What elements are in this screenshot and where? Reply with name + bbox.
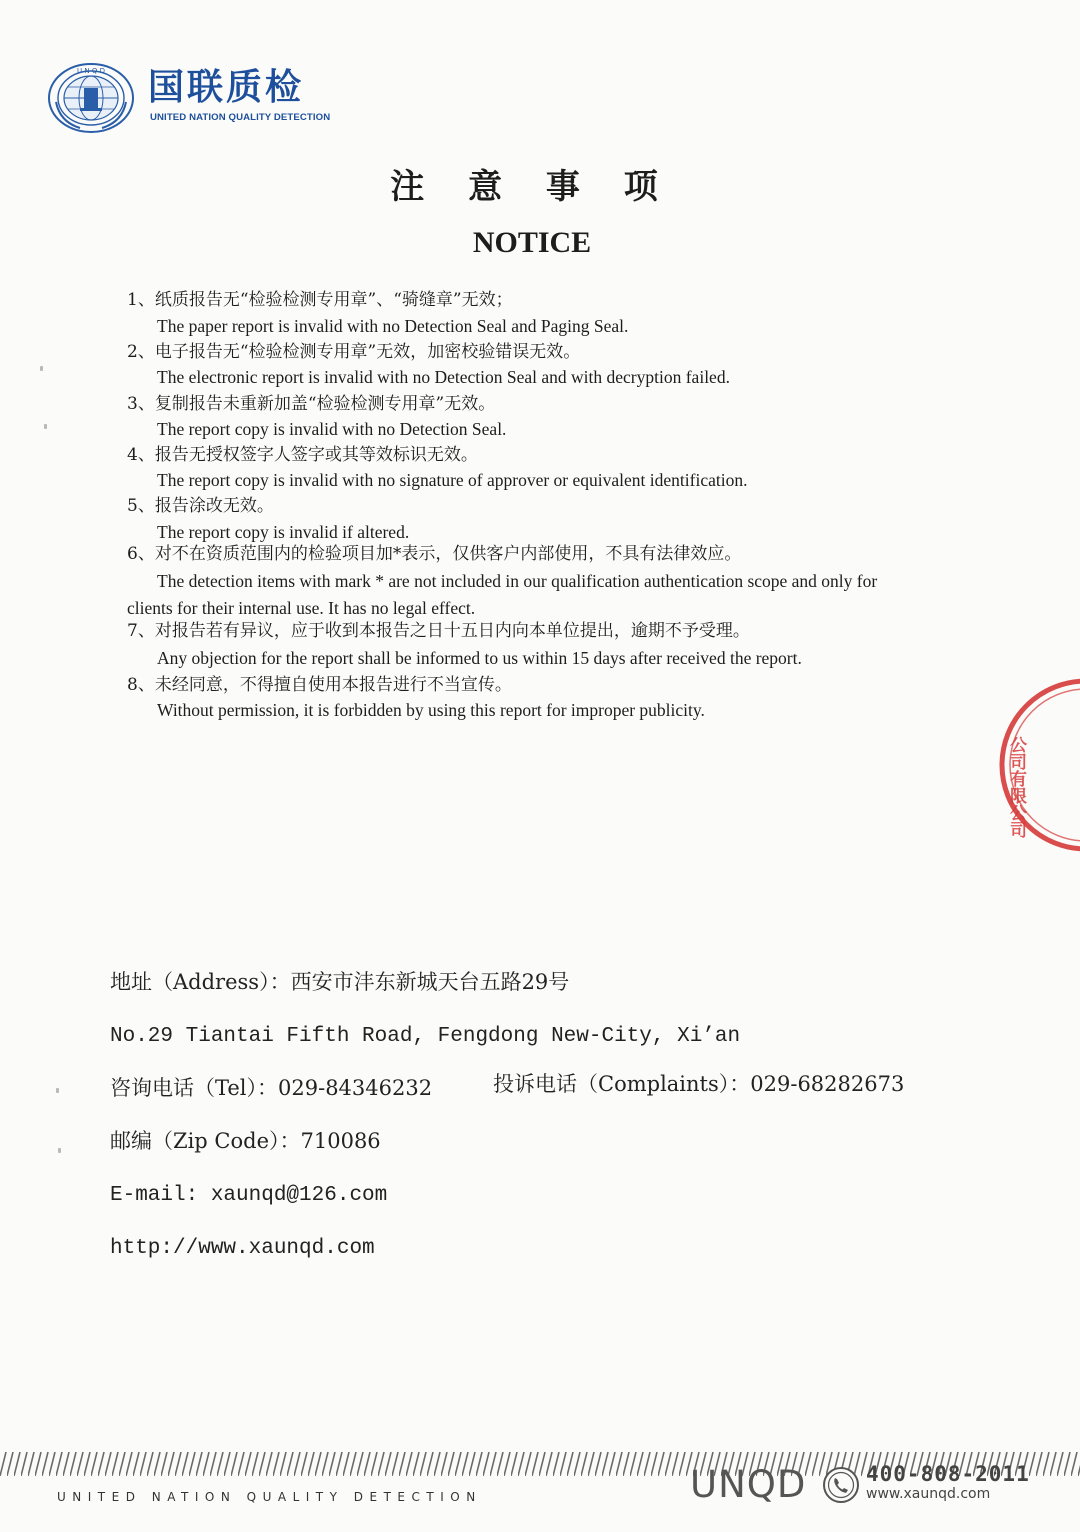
zip-line: 邮编（Zip Code）：710086 (110, 1129, 381, 1153)
footer-brand: UNQD (690, 1463, 807, 1506)
notice-1-cn: 1、纸质报告无“检验检测专用章”、“骑缝章”无效； (127, 290, 513, 310)
tel-line: 咨询电话（Tel）：029-84346232 (110, 1076, 433, 1100)
footer-website: www.xaunqd.com (866, 1486, 991, 1502)
notice-6-cn: 6、对不在资质范围内的检验项目加*表示，仅供客户内部使用，不具有法律效应。 (127, 544, 742, 564)
company-logo (46, 62, 346, 134)
emblem-arc-text: U N Q D (77, 67, 105, 75)
notice-6-en: The detection items with mark * are not included in our qualification authentication scope and only for (157, 571, 878, 591)
notice-3-cn: 3、复制报告未重新加盖“检验检测专用章”无效。 (127, 394, 496, 414)
notice-2-cn: 2、电子报告无“检验检测专用章”无效，加密校验错误无效。 (127, 342, 581, 362)
notice-5-en: The report copy is invalid if altered. (157, 522, 410, 542)
notice-4-cn: 4、报告无授权签字人签字或其等效标识无效。 (127, 445, 478, 465)
notice-8-en: Without permission, it is forbidden by using this report for improper publicity. (157, 700, 705, 720)
notice-2-en: The electronic report is invalid with no Detection Seal and with decryption failed. (157, 367, 730, 387)
notice-3-en: The report copy is invalid with no Detection Seal. (157, 419, 507, 439)
stamp-text: 公司有限公司 (1006, 736, 1026, 838)
scan-speck (58, 1148, 61, 1153)
address-cn: 地址（Address）：西安市沣东新城天台五路29号 (110, 970, 570, 994)
scan-speck (40, 366, 43, 371)
notice-5-cn: 5、报告涂改无效。 (127, 496, 274, 516)
phone-circle-icon (822, 1466, 860, 1504)
complaints-line: 投诉电话（Complaints）：029-68282673 (493, 1072, 905, 1096)
notice-4-en: The report copy is invalid with no signature of approver or equivalent identification. (157, 470, 748, 490)
scan-speck (44, 424, 47, 429)
website-line: http://www.xaunqd.com (110, 1237, 375, 1260)
footer-hotline: 400-808-2011 (866, 1462, 1030, 1486)
email-line: E-mail: xaunqd@126.com (110, 1184, 388, 1207)
brand-name-cn: 国联质检 (148, 67, 305, 108)
globe-emblem-icon (46, 62, 136, 134)
page-title-cn: 注 意 事 项 (390, 167, 674, 207)
notice-8-cn: 8、未经同意，不得擅自使用本报告进行不当宣传。 (127, 675, 512, 695)
notice-7-cn: 7、对报告若有异议，应于收到本报告之日十五日内向本单位提出，逾期不予受理。 (127, 621, 750, 641)
notice-1-en: The paper report is invalid with no Detection Seal and Paging Seal. (157, 316, 629, 336)
company-seal-stamp (996, 676, 1080, 854)
scan-speck (56, 1088, 59, 1093)
address-en: No.29 Tiantai Fifth Road, Fengdong New-City, Xi’an (110, 1025, 741, 1048)
page-title-en: NOTICE (472, 226, 592, 259)
footer-tagline: UNITED NATION QUALITY DETECTION (57, 1490, 482, 1504)
brand-name-en: UNITED NATION QUALITY DETECTION (150, 112, 331, 123)
notice-7-en: Any objection for the report shall be informed to us within 15 days after received the report. (157, 648, 802, 668)
notice-6-en-cont: clients for their internal use. It has no legal effect. (127, 598, 476, 618)
